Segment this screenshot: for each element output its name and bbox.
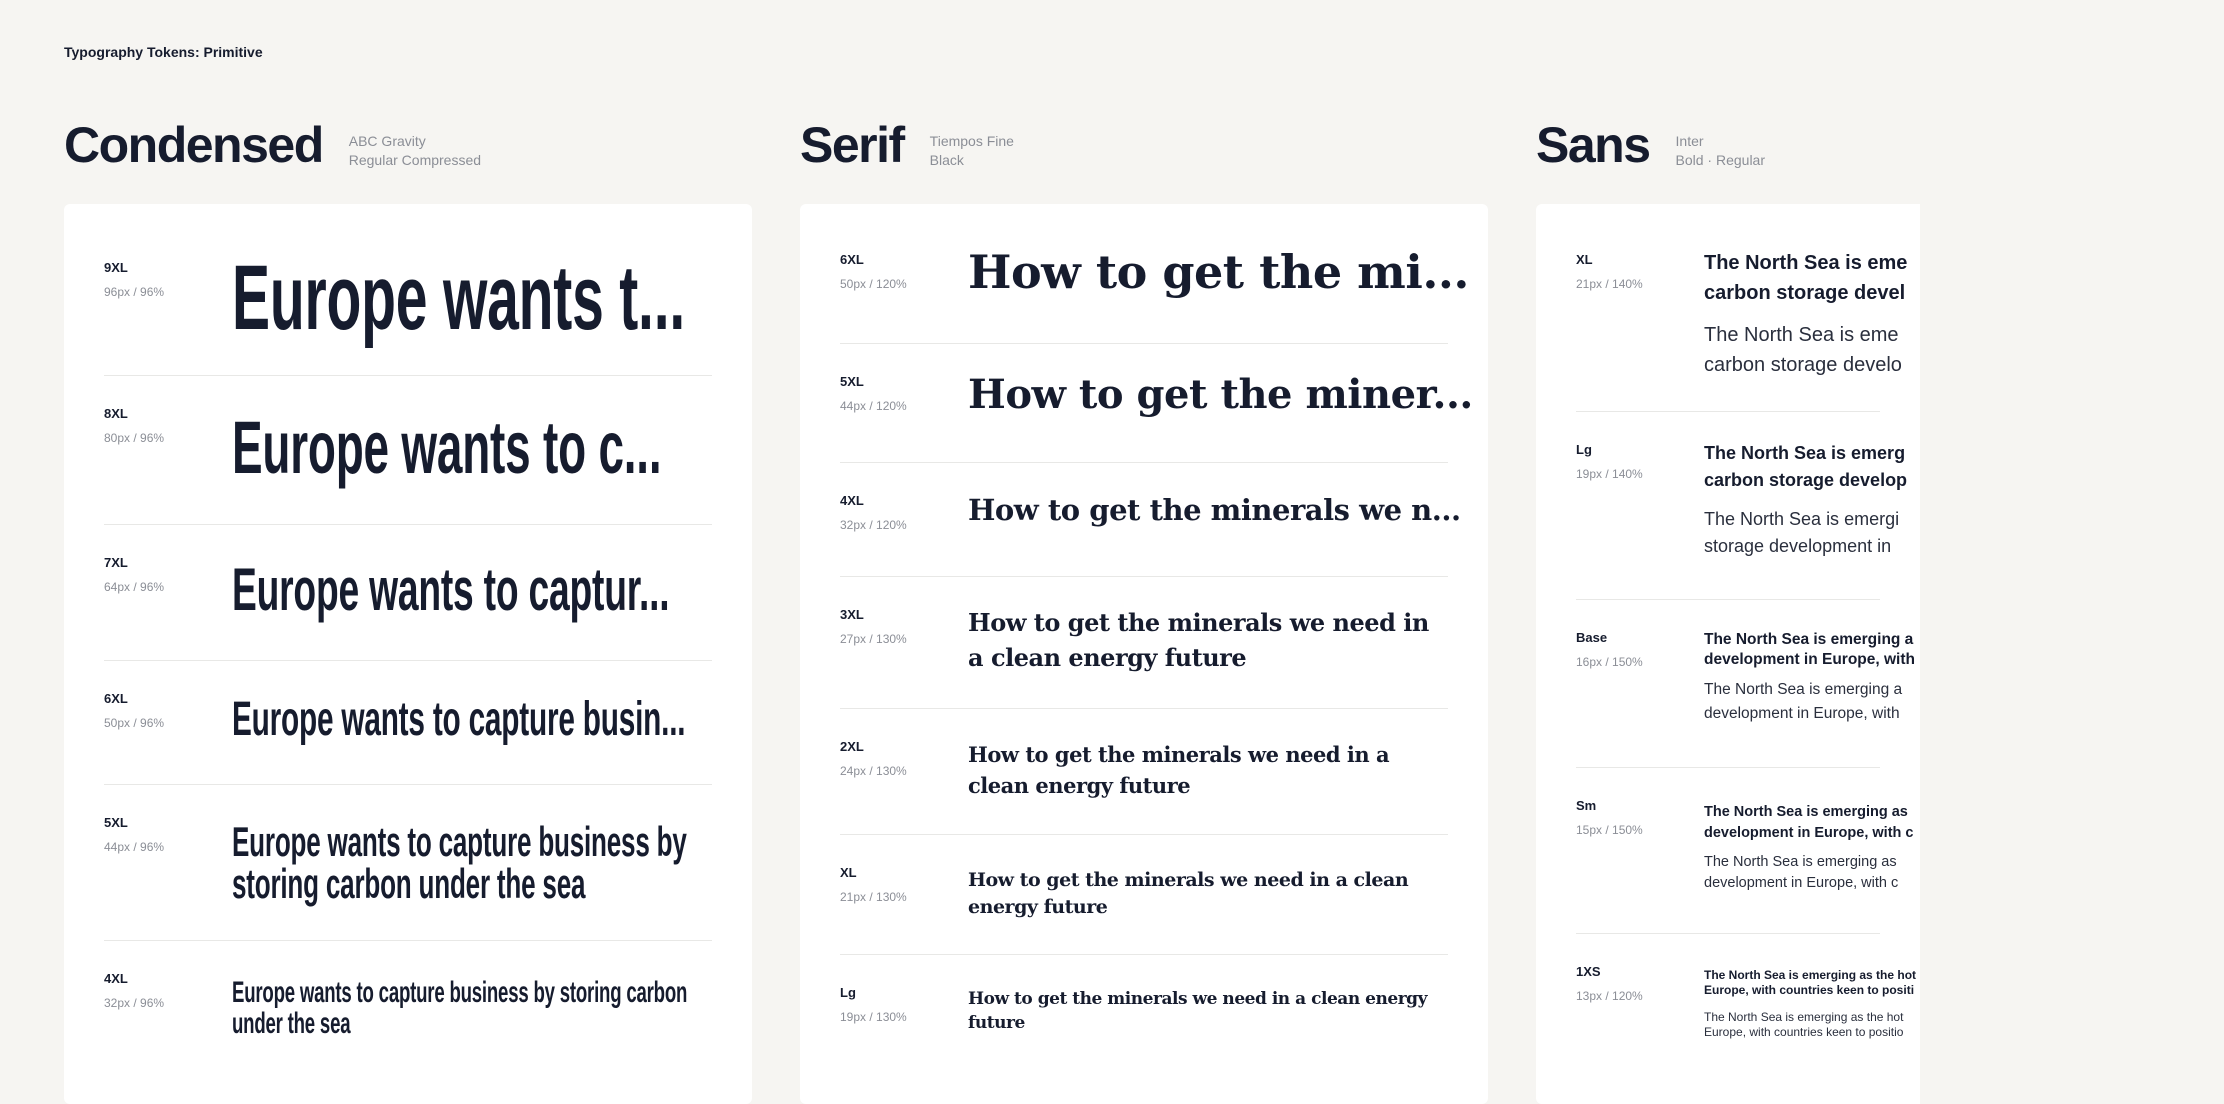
token-meta: [840, 344, 968, 462]
size-token-name: 6XL: [840, 252, 864, 267]
sample-line: carbon storage develo: [1704, 354, 1902, 376]
type-row: [104, 376, 712, 525]
token-meta: [1576, 768, 1704, 933]
type-row: [1576, 934, 1917, 1074]
sample-text: How to get the minerals we need in a clean energy future: [968, 608, 1429, 672]
type-sample: [968, 835, 1448, 954]
type-row: [840, 709, 1448, 835]
type-row: [1576, 768, 1914, 934]
size-token-name: 4XL: [840, 493, 864, 508]
type-row: [1576, 214, 1908, 412]
size-token-name: 3XL: [840, 607, 864, 622]
sans-font-name: Inter: [1675, 133, 1704, 149]
type-sample: [232, 785, 712, 940]
size-token-name: 6XL: [104, 691, 128, 706]
sample-text: How to get the minerals we n...: [968, 493, 1461, 527]
type-sample: [1704, 600, 1915, 767]
token-meta: [1576, 600, 1704, 767]
sample-regular-text: [1704, 320, 1902, 380]
size-token-name: Sm: [1576, 798, 1597, 813]
token-meta: [840, 214, 968, 343]
sample-text: Europe wants to capture busin...: [232, 693, 686, 746]
condensed-column: [64, 118, 752, 1104]
serif-header: [800, 118, 1488, 204]
size-token-spec: 96px / 96%: [104, 285, 165, 299]
type-sample: [232, 661, 712, 784]
token-meta: [104, 376, 232, 524]
size-token-name: 7XL: [104, 555, 128, 570]
sample-line: storage development in: [1704, 536, 1892, 556]
sample-line: The North Sea is emerging as the hot: [1704, 1010, 1904, 1024]
size-token-spec: 19px / 140%: [1576, 467, 1643, 481]
size-token-spec: 50px / 96%: [104, 716, 165, 730]
type-row: [1576, 600, 1915, 768]
size-token-spec: 24px / 130%: [840, 764, 907, 778]
sample-regular-text: [1704, 852, 1899, 894]
sample-line: The North Sea is emergi: [1704, 509, 1900, 529]
sample-text: Europe wants to c...: [232, 406, 662, 489]
sample-text: How to get the minerals we need in a clean energy future: [968, 869, 1409, 918]
sample-line: carbon storage develop: [1704, 470, 1908, 490]
sample-line: The North Sea is emerg: [1704, 443, 1906, 463]
sample-bold-text: [1704, 630, 1915, 670]
size-token-name: XL: [1576, 252, 1593, 267]
type-row: [104, 661, 712, 785]
token-meta: [1576, 412, 1704, 599]
token-meta: [104, 785, 232, 940]
condensed-font-info: [349, 132, 481, 170]
size-token-spec: 44px / 120%: [840, 399, 907, 413]
type-row: [840, 835, 1448, 955]
sample-text: Europe wants t...: [232, 247, 686, 349]
sample-regular-text: [1704, 506, 1900, 560]
type-sample: [232, 376, 712, 524]
serif-font-info: [930, 132, 1014, 170]
sample-text: How to get the minerals we need in a clean energy future: [968, 989, 1427, 1033]
size-token-spec: 15px / 150%: [1576, 823, 1643, 837]
token-meta: [104, 941, 232, 1071]
sans-font-info: [1676, 132, 1766, 170]
sample-line: The North Sea is emerging as: [1704, 804, 1908, 820]
sans-font-style: Bold · Regular: [1675, 152, 1766, 168]
token-meta: [1576, 214, 1704, 411]
sample-bold-text: [1704, 968, 1917, 998]
size-token-name: Lg: [840, 985, 856, 1000]
sample-text: Europe wants to captur...: [232, 556, 670, 623]
type-sample: [968, 344, 1473, 462]
type-sample: [232, 214, 712, 375]
token-meta: [840, 835, 968, 954]
type-row: [840, 577, 1448, 709]
type-sample: [1704, 934, 1917, 1074]
type-sample: [968, 214, 1469, 343]
type-row: [840, 463, 1461, 577]
sample-line: development in Europe, with c: [1704, 875, 1899, 891]
size-token-spec: 21px / 130%: [840, 890, 907, 904]
size-token-name: 1XS: [1576, 964, 1601, 979]
sample-text: How to get the minerals we need in a clean energy future: [968, 742, 1390, 798]
type-row: [104, 214, 712, 376]
type-row: [840, 955, 1448, 1075]
sample-line: carbon storage devel: [1704, 282, 1906, 304]
size-token-name: XL: [840, 865, 857, 880]
sample-line: Europe, with countries keen to positio: [1704, 1025, 1904, 1039]
size-token-spec: 64px / 96%: [104, 580, 165, 594]
type-row: [840, 344, 1473, 463]
size-token-name: Lg: [1576, 442, 1592, 457]
sample-text: How to get the mi...: [968, 245, 1469, 299]
type-sample: [1704, 768, 1914, 933]
sans-title: Sans: [1536, 117, 1650, 173]
type-sample: [232, 941, 712, 1071]
type-row: [104, 785, 712, 941]
token-meta: [840, 577, 968, 708]
serif-font-name: Tiempos Fine: [929, 133, 1014, 149]
token-meta: [1576, 934, 1704, 1074]
sample-line: development in Europe, with: [1704, 651, 1915, 668]
type-row: [104, 525, 712, 661]
sample-line: development in Europe, with c: [1704, 825, 1914, 841]
size-token-spec: 19px / 130%: [840, 1010, 907, 1024]
sample-text: Europe wants to capture business by storing carbon under the sea: [232, 818, 687, 907]
type-sample: [968, 709, 1448, 834]
token-meta: [104, 525, 232, 660]
size-token-spec: 80px / 96%: [104, 431, 165, 445]
size-token-name: 5XL: [104, 815, 128, 830]
token-meta: [840, 709, 968, 834]
size-token-spec: 27px / 130%: [840, 632, 907, 646]
type-sample: [1704, 214, 1908, 411]
sample-line: The North Sea is emerging a: [1704, 681, 1903, 698]
sample-text: How to get the miner...: [968, 371, 1473, 418]
serif-card: [800, 204, 1488, 1104]
serif-font-style: Black: [929, 152, 964, 168]
sample-line: The North Sea is emerging as the hot: [1704, 968, 1917, 982]
size-token-spec: 16px / 150%: [1576, 655, 1643, 669]
condensed-card: [64, 204, 752, 1104]
size-token-spec: 44px / 96%: [104, 840, 165, 854]
sample-line: The North Sea is eme: [1704, 324, 1899, 346]
sample-bold-text: [1704, 248, 1908, 308]
sample-line: The North Sea is emerging as: [1704, 854, 1897, 870]
sample-bold-text: [1704, 802, 1914, 844]
sample-line: The North Sea is emerging a: [1704, 631, 1914, 648]
type-sample: [1704, 412, 1908, 599]
condensed-title: Condensed: [64, 117, 323, 173]
token-meta: [840, 463, 968, 576]
size-token-spec: 32px / 120%: [840, 518, 907, 532]
sample-bold-text: [1704, 440, 1908, 494]
condensed-font-style: Regular Compressed: [348, 152, 482, 168]
type-row: [1576, 412, 1908, 600]
sample-regular-text: [1704, 1010, 1904, 1040]
token-meta: [104, 661, 232, 784]
type-sample: [968, 955, 1448, 1075]
sample-line: Europe, with countries keen to positi: [1704, 983, 1915, 997]
type-sample: [968, 463, 1461, 576]
size-token-name: 2XL: [840, 739, 864, 754]
size-token-spec: 13px / 120%: [1576, 989, 1643, 1003]
type-row: [104, 941, 712, 1071]
size-token-name: 9XL: [104, 260, 128, 275]
token-meta: [104, 214, 232, 375]
size-token-spec: 21px / 140%: [1576, 277, 1643, 291]
sample-text: Europe wants to capture business by storing carbon under the sea: [232, 976, 688, 1040]
type-sample: [968, 577, 1448, 708]
type-sample: [232, 525, 712, 660]
serif-column: [800, 118, 1488, 1104]
token-meta: [840, 955, 968, 1075]
condensed-font-name: ABC Gravity: [348, 133, 426, 149]
sans-card: [1536, 204, 1920, 1104]
serif-title: Serif: [800, 117, 904, 173]
size-token-name: 8XL: [104, 406, 128, 421]
size-token-name: 4XL: [104, 971, 128, 986]
type-row: [840, 214, 1469, 344]
size-token-name: Base: [1576, 630, 1608, 645]
size-token-spec: 32px / 96%: [104, 996, 165, 1010]
sample-regular-text: [1704, 678, 1903, 726]
sans-header: [1536, 118, 2224, 204]
size-token-name: 5XL: [840, 374, 864, 389]
condensed-header: [64, 118, 752, 204]
size-token-spec: 50px / 120%: [840, 277, 907, 291]
page-title: Typography Tokens: Primitive: [64, 44, 263, 60]
sans-column: [1536, 118, 2224, 1104]
sample-line: The North Sea is eme: [1704, 252, 1908, 274]
sample-line: development in Europe, with: [1704, 705, 1900, 722]
